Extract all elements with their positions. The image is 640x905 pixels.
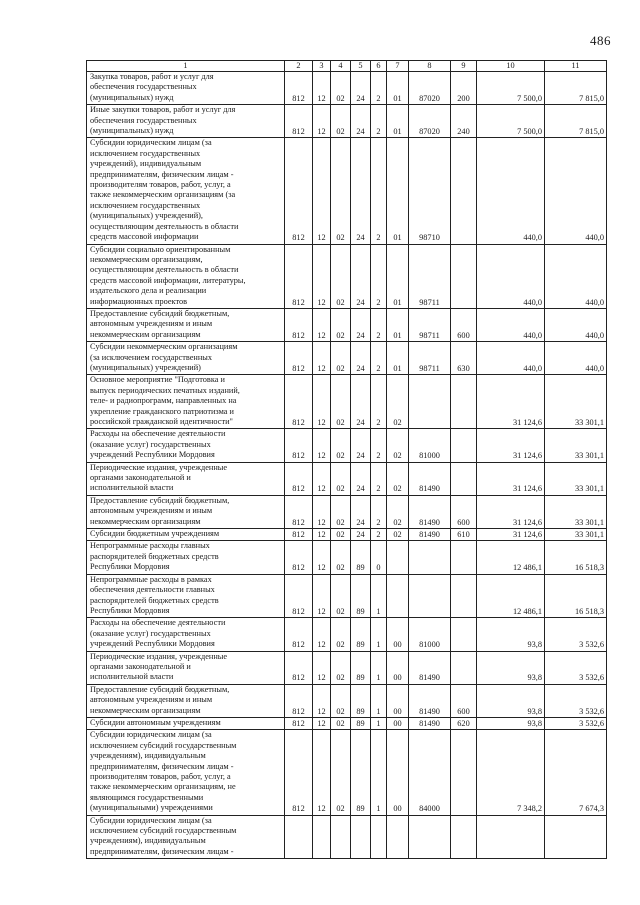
table-row — [87, 72, 607, 105]
row-cell-c2: 812 — [285, 342, 313, 375]
row-cell-c6: 2 — [371, 72, 387, 105]
row-cell-c11: 33 301,1 — [545, 495, 607, 528]
row-cell-c10: 7 348,2 — [477, 730, 545, 815]
row-cell-c6: 1 — [371, 651, 387, 684]
table-header — [87, 61, 607, 72]
row-cell-c5: 24 — [351, 308, 371, 341]
row-cell-c11: 3 532,6 — [545, 684, 607, 717]
table-row — [87, 651, 607, 684]
row-name-cell: Субсидии некоммерческим организациям (за исключением государственных (муниципальных) учреждений) — [87, 342, 285, 375]
row-cell-c3: 12 — [313, 244, 331, 308]
row-cell-c7: 02 — [387, 429, 409, 462]
column-header: 10 — [477, 61, 545, 72]
row-cell-c4: 02 — [331, 105, 351, 138]
row-name-cell: Предоставление субсидий бюджетным, автономным учреждениям и иным некоммерческим организациям — [87, 308, 285, 341]
row-cell-c9 — [451, 815, 477, 859]
row-cell-c7: 00 — [387, 684, 409, 717]
row-cell-c10: 93,8 — [477, 717, 545, 729]
row-cell-c3: 12 — [313, 308, 331, 341]
row-cell-c7: 00 — [387, 651, 409, 684]
table-row — [87, 462, 607, 495]
row-cell-c8 — [409, 815, 451, 859]
column-header: 5 — [351, 61, 371, 72]
row-cell-c6: 2 — [371, 529, 387, 541]
table-row — [87, 429, 607, 462]
column-header: 4 — [331, 61, 351, 72]
table-row — [87, 684, 607, 717]
row-cell-c9 — [451, 462, 477, 495]
row-cell-c11: 3 532,6 — [545, 651, 607, 684]
row-cell-c8: 81490 — [409, 529, 451, 541]
row-cell-c9: 600 — [451, 308, 477, 341]
row-cell-c10: 12 486,1 — [477, 541, 545, 574]
row-cell-c7: 02 — [387, 495, 409, 528]
row-cell-c10: 31 124,6 — [477, 375, 545, 429]
row-cell-c4: 02 — [331, 495, 351, 528]
row-cell-c3: 12 — [313, 138, 331, 244]
row-cell-c6: 1 — [371, 730, 387, 815]
row-cell-c11: 16 518,3 — [545, 574, 607, 618]
row-cell-c8: 87020 — [409, 105, 451, 138]
column-header: 8 — [409, 61, 451, 72]
row-cell-c5: 24 — [351, 244, 371, 308]
row-cell-c2: 812 — [285, 105, 313, 138]
row-cell-c2: 812 — [285, 684, 313, 717]
row-cell-c5: 89 — [351, 618, 371, 651]
row-cell-c6: 1 — [371, 684, 387, 717]
row-cell-c2: 812 — [285, 429, 313, 462]
row-cell-c3: 12 — [313, 429, 331, 462]
row-cell-c5: 24 — [351, 72, 371, 105]
table-row — [87, 815, 607, 859]
row-cell-c11: 7 674,3 — [545, 730, 607, 815]
row-cell-c4: 02 — [331, 429, 351, 462]
row-cell-c10: 31 124,6 — [477, 429, 545, 462]
table-row — [87, 541, 607, 574]
table-row — [87, 342, 607, 375]
row-cell-c5: 89 — [351, 651, 371, 684]
table-row — [87, 375, 607, 429]
row-cell-c8 — [409, 574, 451, 618]
row-cell-c9: 600 — [451, 684, 477, 717]
table-row — [87, 730, 607, 815]
table-row — [87, 574, 607, 618]
row-cell-c8: 81490 — [409, 651, 451, 684]
row-cell-c4: 02 — [331, 651, 351, 684]
row-cell-c7: 00 — [387, 618, 409, 651]
row-cell-c2: 812 — [285, 72, 313, 105]
row-cell-c4: 02 — [331, 375, 351, 429]
row-cell-c10: 440,0 — [477, 308, 545, 341]
row-cell-c5: 24 — [351, 105, 371, 138]
row-cell-c2: 812 — [285, 651, 313, 684]
row-cell-c8 — [409, 541, 451, 574]
table-row — [87, 308, 607, 341]
row-cell-c9 — [451, 730, 477, 815]
row-cell-c2: 812 — [285, 375, 313, 429]
row-cell-c8: 87020 — [409, 72, 451, 105]
row-cell-c3 — [313, 815, 331, 859]
row-cell-c10: 7 500,0 — [477, 72, 545, 105]
row-cell-c3: 12 — [313, 495, 331, 528]
row-cell-c6: 1 — [371, 574, 387, 618]
row-cell-c10: 440,0 — [477, 342, 545, 375]
row-cell-c6: 2 — [371, 308, 387, 341]
row-cell-c2: 812 — [285, 462, 313, 495]
row-cell-c6 — [371, 815, 387, 859]
row-cell-c6: 0 — [371, 541, 387, 574]
row-cell-c5 — [351, 815, 371, 859]
row-cell-c11: 16 518,3 — [545, 541, 607, 574]
row-name-cell: Непрограммные расходы в рамках обеспечения деятельности главных распорядителей бюджетных средств Республики Мордовия — [87, 574, 285, 618]
row-cell-c10: 93,8 — [477, 651, 545, 684]
row-name-cell: Субсидии социально ориентированным некоммерческим организациям, осуществляющим деятельность в области средств массовой информации, литературы, издательского дела и реализации информационных проектов — [87, 244, 285, 308]
row-cell-c5: 89 — [351, 541, 371, 574]
row-cell-c6: 2 — [371, 244, 387, 308]
row-cell-c2: 812 — [285, 574, 313, 618]
row-cell-c10: 93,8 — [477, 618, 545, 651]
row-cell-c10: 31 124,6 — [477, 529, 545, 541]
row-cell-c5: 24 — [351, 429, 371, 462]
row-cell-c11: 440,0 — [545, 138, 607, 244]
row-cell-c9 — [451, 574, 477, 618]
row-cell-c11: 33 301,1 — [545, 375, 607, 429]
row-cell-c9 — [451, 651, 477, 684]
row-name-cell: Основное мероприятие "Подготовка и выпуск периодических печатных изданий, теле- и радиопрограмм, направленных на укрепление гражданского патриотизма и российской гражданской идентичности" — [87, 375, 285, 429]
row-name-cell: Иные закупки товаров, работ и услуг для обеспечения государственных (муниципальных) нужд — [87, 105, 285, 138]
row-cell-c8: 98711 — [409, 342, 451, 375]
row-cell-c10: 12 486,1 — [477, 574, 545, 618]
row-cell-c4: 02 — [331, 574, 351, 618]
row-cell-c9: 610 — [451, 529, 477, 541]
row-cell-c7: 01 — [387, 105, 409, 138]
row-cell-c6: 2 — [371, 105, 387, 138]
row-cell-c7: 01 — [387, 342, 409, 375]
row-cell-c9: 200 — [451, 72, 477, 105]
row-cell-c5: 89 — [351, 574, 371, 618]
row-cell-c9: 240 — [451, 105, 477, 138]
row-name-cell: Субсидии юридическим лицам (за исключением субсидий государственным учреждениям), индивидуальным предпринимателям, физическим лицам - — [87, 815, 285, 859]
row-cell-c10: 31 124,6 — [477, 462, 545, 495]
row-cell-c9: 620 — [451, 717, 477, 729]
row-cell-c6: 2 — [371, 495, 387, 528]
row-name-cell: Периодические издания, учрежденные органами законодательной и исполнительной власти — [87, 462, 285, 495]
row-cell-c3: 12 — [313, 529, 331, 541]
row-name-cell: Расходы на обеспечение деятельности (оказание услуг) государственных учреждений Республики Мордовия — [87, 429, 285, 462]
row-name-cell: Предоставление субсидий бюджетным, автономным учреждениям и иным некоммерческим организациям — [87, 495, 285, 528]
row-cell-c2: 812 — [285, 138, 313, 244]
row-cell-c4 — [331, 815, 351, 859]
row-cell-c3: 12 — [313, 717, 331, 729]
row-cell-c3: 12 — [313, 574, 331, 618]
row-cell-c5: 24 — [351, 342, 371, 375]
row-cell-c7: 01 — [387, 138, 409, 244]
row-cell-c8: 81490 — [409, 495, 451, 528]
table-row — [87, 138, 607, 244]
row-cell-c9 — [451, 138, 477, 244]
row-cell-c3: 12 — [313, 684, 331, 717]
row-cell-c11: 440,0 — [545, 244, 607, 308]
row-cell-c2 — [285, 815, 313, 859]
row-name-cell: Субсидии юридическим лицам (за исключением государственных учреждений), индивидуальным предпринимателям, физическим лицам - производителям товаров, работ, услуг, а также некоммерческим организациям (за исключением государственных (муниципальных) учреждений), осуществляющим деятельность в области средств массовой информации — [87, 138, 285, 244]
table-row — [87, 495, 607, 528]
table-row — [87, 618, 607, 651]
row-cell-c11: 440,0 — [545, 308, 607, 341]
row-cell-c7: 00 — [387, 717, 409, 729]
row-name-cell: Предоставление субсидий бюджетным, автономным учреждениям и иным некоммерческим организациям — [87, 684, 285, 717]
row-cell-c6: 1 — [371, 717, 387, 729]
row-cell-c2: 812 — [285, 244, 313, 308]
column-header: 2 — [285, 61, 313, 72]
row-cell-c6: 2 — [371, 429, 387, 462]
row-cell-c3: 12 — [313, 72, 331, 105]
column-header: 9 — [451, 61, 477, 72]
table-row — [87, 244, 607, 308]
row-cell-c7: 02 — [387, 462, 409, 495]
row-cell-c2: 812 — [285, 308, 313, 341]
row-cell-c5: 24 — [351, 529, 371, 541]
row-cell-c4: 02 — [331, 541, 351, 574]
table-row — [87, 105, 607, 138]
row-cell-c8: 84000 — [409, 730, 451, 815]
row-cell-c10 — [477, 815, 545, 859]
row-cell-c8 — [409, 375, 451, 429]
row-cell-c5: 89 — [351, 730, 371, 815]
row-cell-c11 — [545, 815, 607, 859]
row-cell-c9 — [451, 429, 477, 462]
row-cell-c5: 24 — [351, 495, 371, 528]
row-name-cell: Непрограммные расходы главных распорядителей бюджетных средств Республики Мордовия — [87, 541, 285, 574]
row-name-cell: Закупка товаров, работ и услуг для обеспечения государственных (муниципальных) нужд — [87, 72, 285, 105]
budget-table — [86, 60, 607, 859]
row-cell-c6: 1 — [371, 618, 387, 651]
row-cell-c2: 812 — [285, 730, 313, 815]
row-cell-c8: 81000 — [409, 618, 451, 651]
row-cell-c10: 7 500,0 — [477, 105, 545, 138]
row-cell-c2: 812 — [285, 618, 313, 651]
row-cell-c11: 33 301,1 — [545, 529, 607, 541]
row-cell-c8: 81490 — [409, 684, 451, 717]
row-cell-c8: 81490 — [409, 462, 451, 495]
row-cell-c9 — [451, 375, 477, 429]
row-cell-c4: 02 — [331, 529, 351, 541]
row-name-cell: Расходы на обеспечение деятельности (оказание услуг) государственных учреждений Республики Мордовия — [87, 618, 285, 651]
row-cell-c2: 812 — [285, 495, 313, 528]
page-number: 486 — [590, 33, 611, 48]
row-cell-c7 — [387, 541, 409, 574]
row-cell-c6: 2 — [371, 138, 387, 244]
row-cell-c11: 440,0 — [545, 342, 607, 375]
row-cell-c6: 2 — [371, 462, 387, 495]
row-cell-c7: 01 — [387, 72, 409, 105]
column-header: 11 — [545, 61, 607, 72]
row-cell-c2: 812 — [285, 541, 313, 574]
row-cell-c8: 98711 — [409, 308, 451, 341]
row-cell-c8: 81490 — [409, 717, 451, 729]
row-cell-c10: 93,8 — [477, 684, 545, 717]
row-cell-c3: 12 — [313, 105, 331, 138]
row-cell-c7: 02 — [387, 375, 409, 429]
row-cell-c4: 02 — [331, 684, 351, 717]
row-cell-c11: 33 301,1 — [545, 429, 607, 462]
row-cell-c7: 01 — [387, 308, 409, 341]
column-number-row — [87, 61, 607, 72]
row-cell-c11: 7 815,0 — [545, 72, 607, 105]
row-cell-c7: 02 — [387, 529, 409, 541]
row-cell-c3: 12 — [313, 462, 331, 495]
table-body — [87, 72, 607, 859]
row-cell-c8: 81000 — [409, 429, 451, 462]
row-name-cell: Субсидии автономным учреждениям — [87, 717, 285, 729]
row-cell-c5: 24 — [351, 462, 371, 495]
table-row — [87, 717, 607, 729]
row-name-cell: Периодические издания, учрежденные органами законодательной и исполнительной власти — [87, 651, 285, 684]
row-cell-c8: 98710 — [409, 138, 451, 244]
column-header: 1 — [87, 61, 285, 72]
row-cell-c7: 01 — [387, 244, 409, 308]
row-cell-c9 — [451, 244, 477, 308]
row-cell-c9: 630 — [451, 342, 477, 375]
row-cell-c10: 440,0 — [477, 244, 545, 308]
row-cell-c4: 02 — [331, 244, 351, 308]
row-cell-c11: 33 301,1 — [545, 462, 607, 495]
row-cell-c2: 812 — [285, 529, 313, 541]
column-header: 6 — [371, 61, 387, 72]
row-cell-c3: 12 — [313, 651, 331, 684]
table-row — [87, 529, 607, 541]
row-cell-c11: 3 532,6 — [545, 717, 607, 729]
column-header: 7 — [387, 61, 409, 72]
row-cell-c10: 440,0 — [477, 138, 545, 244]
row-cell-c5: 24 — [351, 375, 371, 429]
row-cell-c5: 24 — [351, 138, 371, 244]
row-cell-c3: 12 — [313, 730, 331, 815]
row-cell-c4: 02 — [331, 342, 351, 375]
row-cell-c4: 02 — [331, 308, 351, 341]
row-cell-c8: 98711 — [409, 244, 451, 308]
row-cell-c4: 02 — [331, 138, 351, 244]
row-cell-c5: 89 — [351, 717, 371, 729]
row-name-cell: Субсидии бюджетным учреждениям — [87, 529, 285, 541]
row-cell-c2: 812 — [285, 717, 313, 729]
row-cell-c3: 12 — [313, 375, 331, 429]
row-cell-c11: 3 532,6 — [545, 618, 607, 651]
row-cell-c4: 02 — [331, 618, 351, 651]
row-cell-c4: 02 — [331, 730, 351, 815]
row-cell-c3: 12 — [313, 541, 331, 574]
column-header: 3 — [313, 61, 331, 72]
row-cell-c4: 02 — [331, 72, 351, 105]
row-cell-c3: 12 — [313, 342, 331, 375]
row-cell-c10: 31 124,6 — [477, 495, 545, 528]
row-name-cell: Субсидии юридическим лицам (за исключением субсидий государственным учреждениям), индивидуальным предпринимателям, физическим лицам - производителям товаров, работ, услуг, а также некоммерческим организациям, не являющимся государственными (муниципальными) учреждениями — [87, 730, 285, 815]
row-cell-c6: 2 — [371, 375, 387, 429]
row-cell-c7 — [387, 815, 409, 859]
row-cell-c6: 2 — [371, 342, 387, 375]
row-cell-c9 — [451, 618, 477, 651]
row-cell-c5: 89 — [351, 684, 371, 717]
row-cell-c9 — [451, 541, 477, 574]
row-cell-c7: 00 — [387, 730, 409, 815]
row-cell-c7 — [387, 574, 409, 618]
row-cell-c3: 12 — [313, 618, 331, 651]
row-cell-c4: 02 — [331, 462, 351, 495]
row-cell-c4: 02 — [331, 717, 351, 729]
row-cell-c9: 600 — [451, 495, 477, 528]
row-cell-c11: 7 815,0 — [545, 105, 607, 138]
